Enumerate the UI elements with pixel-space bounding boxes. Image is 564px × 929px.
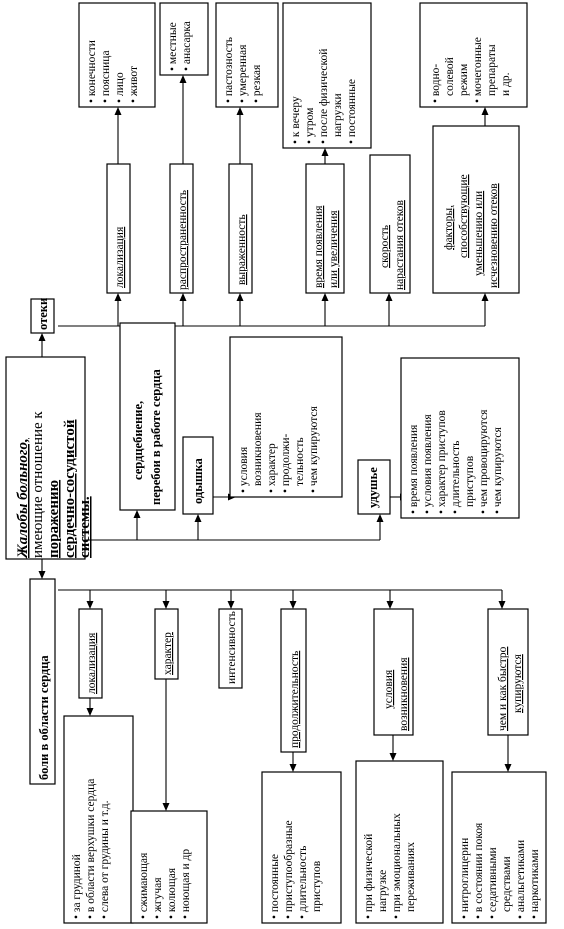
- svg-text:• утром: • утром: [304, 107, 316, 144]
- udush-label: [366, 467, 380, 508]
- svg-text:• сжимающая: • сжимающая: [138, 852, 150, 919]
- svg-text:• колющая: • колющая: [166, 867, 178, 919]
- odyshka-label: [191, 457, 205, 504]
- svg-text:нагрузки: нагрузки: [332, 93, 344, 137]
- svg-text:• постоянные: • постоянные: [269, 853, 281, 919]
- svg-text:нарастания отеков: нарастания отеков: [394, 200, 406, 290]
- svg-text:• приступообразные: • приступообразные: [283, 820, 295, 919]
- svg-text:• жгучая: • жгучая: [152, 877, 164, 919]
- svg-text:солевой: солевой: [444, 57, 456, 96]
- svg-text:скорость: скорость: [379, 224, 391, 268]
- svg-text:• живот: • живот: [128, 66, 140, 103]
- oteki-lokal-label: [114, 226, 126, 288]
- svg-text:нагрузке: нагрузке: [377, 869, 389, 912]
- boli-prod-label: [289, 651, 301, 748]
- svg-text:препараты: препараты: [486, 44, 498, 96]
- svg-text:сердечно-сосудистой: сердечно-сосудистой: [62, 419, 78, 558]
- svg-text:или увеличения: или увеличения: [328, 210, 340, 288]
- svg-text:локализация: локализация: [86, 632, 98, 694]
- svg-text:• чем провоцируются: • чем провоцируются: [478, 409, 490, 514]
- svg-text:• водно-: • водно-: [430, 63, 442, 103]
- svg-text:факторы,: факторы,: [443, 205, 455, 250]
- svg-text:• к вечеру: • к вечеру: [290, 96, 302, 144]
- svg-text:• резкая: • резкая: [251, 64, 263, 103]
- svg-text:боли в области сердца: боли в области сердца: [37, 655, 51, 780]
- svg-text:• местные: • местные: [167, 22, 179, 71]
- svg-text:условия: условия: [383, 669, 395, 709]
- svg-text:и др.: и др.: [500, 72, 512, 96]
- svg-text:возникновения: возникновения: [252, 412, 264, 486]
- svg-text:чем и как быстро: чем и как быстро: [497, 646, 509, 731]
- svg-text:способствующие: способствующие: [458, 174, 470, 258]
- svg-text:• в состоянии покоя: • в состоянии покоя: [473, 822, 485, 919]
- svg-text:• характер: • характер: [266, 443, 278, 493]
- oteki-title: [36, 298, 50, 330]
- boli-title: [37, 655, 51, 780]
- svg-text:интенсивность: интенсивность: [226, 611, 238, 684]
- svg-text:• характер приступов: • характер приступов: [436, 410, 448, 514]
- svg-text:• пастозность: • пастозность: [223, 36, 235, 103]
- boli-int-label: [226, 611, 238, 684]
- svg-text:• чем купируются: • чем купируются: [492, 427, 504, 514]
- svg-text:• ноющая и др: • ноющая и др: [180, 848, 192, 919]
- svg-text:тельность: тельность: [294, 437, 306, 486]
- svg-text:имеющие отношение к: имеющие отношение к: [30, 411, 46, 558]
- svg-text:отеки: отеки: [36, 297, 50, 330]
- svg-text:распространенность: распространенность: [177, 189, 189, 290]
- svg-text:• наркотиками: • наркотиками: [529, 849, 541, 919]
- svg-text:Жалобы больного,: Жалобы больного,: [15, 438, 31, 558]
- svg-text:локализация: локализация: [114, 226, 126, 288]
- svg-text:• поясница: • поясница: [100, 50, 112, 103]
- oteki-vyr-label: [236, 214, 248, 285]
- boli-har-label: [162, 632, 174, 675]
- svg-text:• время появления: • время появления: [408, 424, 420, 514]
- svg-text:• длительность: • длительность: [450, 440, 462, 514]
- svg-text:исчезновению отеков: исчезновению отеков: [488, 183, 500, 288]
- svg-text:выраженность: выраженность: [236, 214, 248, 285]
- svg-text:• при эмоциональных: • при эмоциональных: [391, 813, 403, 919]
- svg-text:приступов: приступов: [311, 860, 323, 912]
- boli-lokal-label: [86, 632, 98, 694]
- svg-text:• при физической: • при физической: [363, 833, 375, 919]
- svg-text:одышка: одышка: [191, 458, 205, 504]
- svg-text:средствами: средствами: [501, 856, 513, 912]
- serdceb-box: [120, 323, 175, 510]
- svg-text:удушье: удушье: [366, 467, 380, 508]
- svg-text:• условия появления: • условия появления: [422, 414, 434, 514]
- svg-text:• слева от грудины и т.д.: • слева от грудины и т.д.: [99, 800, 111, 919]
- svg-text:• длительность: • длительность: [297, 845, 309, 919]
- svg-text:• конечности: • конечности: [86, 40, 98, 103]
- svg-text:сердцебиение,: сердцебиение,: [131, 400, 145, 480]
- svg-text:• после физической: • после физической: [318, 48, 330, 144]
- svg-text:• за грудиной: • за грудиной: [71, 854, 83, 919]
- svg-text:характер: характер: [162, 632, 174, 675]
- svg-text:• анасарка: • анасарка: [181, 21, 193, 71]
- svg-text:• мочегонные: • мочегонные: [472, 37, 484, 103]
- oteki-rasp-label: [177, 190, 189, 290]
- svg-text:поражению: поражению: [46, 479, 62, 558]
- svg-text:• анальгетиками: • анальгетиками: [515, 839, 527, 919]
- svg-text:• условия: • условия: [238, 446, 250, 493]
- svg-text:системы.: системы.: [77, 496, 93, 558]
- svg-text:• умеренная: • умеренная: [237, 44, 249, 103]
- svg-text:время появления: время появления: [313, 205, 325, 288]
- svg-text:• продолжи-: • продолжи-: [280, 433, 292, 493]
- svg-text:возникновения: возникновения: [398, 657, 410, 731]
- svg-text:приступов: приступов: [464, 455, 476, 507]
- svg-text:• нитроглицерин: • нитроглицерин: [459, 837, 471, 919]
- svg-text:• чем купируются: • чем купируются: [308, 406, 320, 493]
- svg-text:продолжительность: продолжительность: [289, 650, 301, 748]
- svg-text:режим: режим: [458, 63, 470, 96]
- svg-text:перебои в работе сердца: перебои в работе сердца: [149, 369, 163, 505]
- svg-text:• седативными: • седативными: [487, 847, 499, 919]
- svg-text:• постоянные: • постоянные: [346, 78, 358, 144]
- svg-text:купируются: купируются: [512, 654, 524, 713]
- svg-text:уменьшению или: уменьшению или: [473, 190, 485, 276]
- svg-text:• лицо: • лицо: [114, 72, 126, 103]
- svg-text:• в области верхушки сердца: • в области верхушки сердца: [85, 778, 97, 919]
- svg-text:переживаниях: переживаниях: [405, 842, 417, 912]
